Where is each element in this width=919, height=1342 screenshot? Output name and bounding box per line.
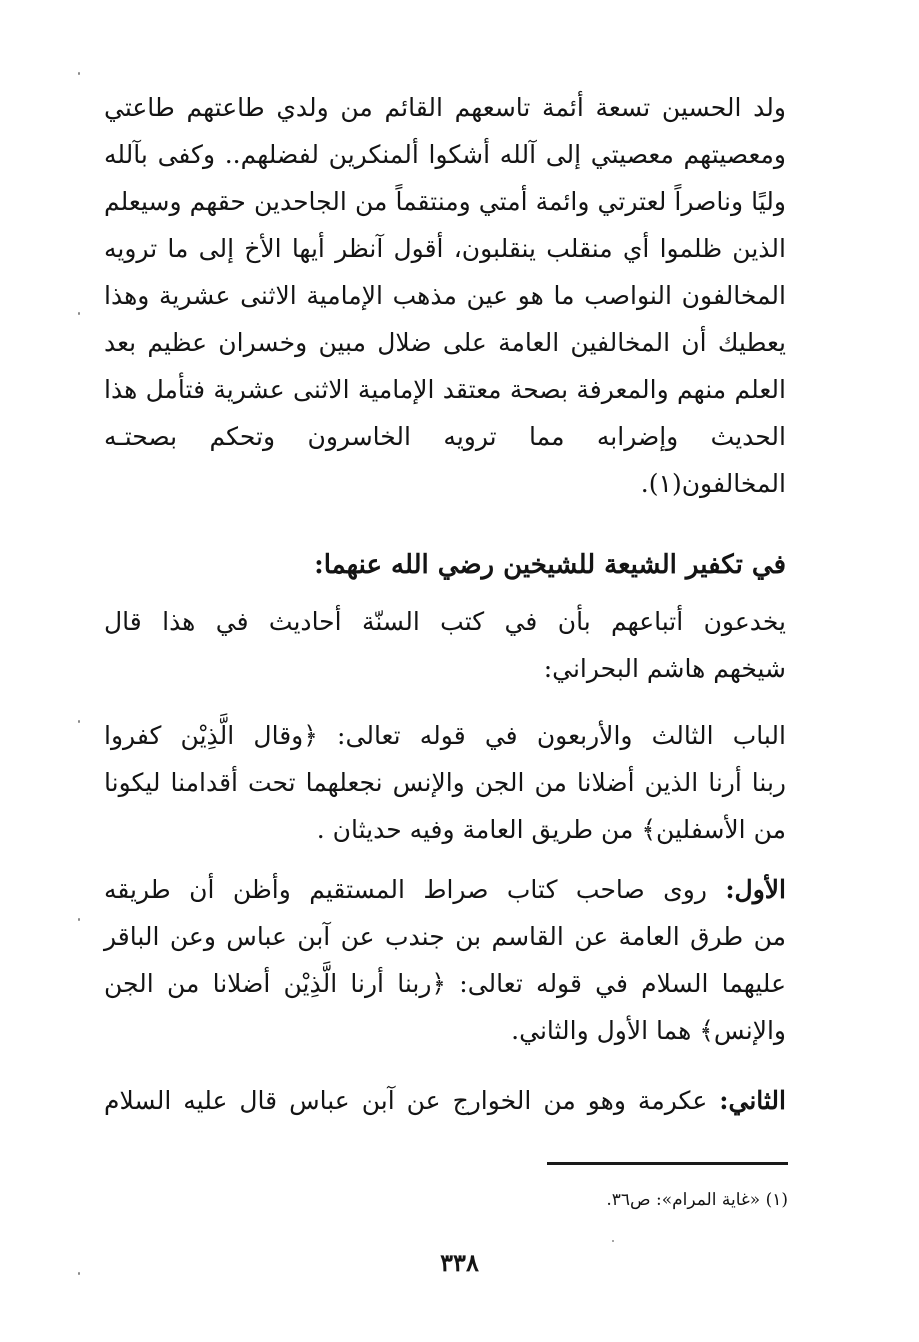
text-line: من الأسفلين﴾ من طريق العامة وفيه حديثان . (316, 815, 786, 844)
text-line-rest: روى صاحب كتاب صراط المستقيم وأظن أن طريقه (104, 875, 726, 904)
text-line: ربنا أرنا الذين أضلانا من الجن والإنس نجعلهما تحت أقدامنا ليكونا (104, 768, 786, 797)
text-line: الحديث وإضرابه مما ترويه الخاسرون وتحكم بصحتـه (104, 422, 786, 451)
text-line: وليًا وناصراً لعترتي وائمة أمتي ومنتقماً من الجاحدين حقهم وسيعلم (104, 187, 786, 216)
text-line: عليهما السلام في قوله تعالى: ﴿ربنا أرنا الَّذِيْن أضلانا من الجن (104, 969, 786, 998)
paragraph-intro (104, 598, 786, 692)
text-line-rest: عكرمة وهو من الخوارج عن آبن عباس قال عليه السلام (104, 1086, 720, 1115)
text-line: يخدعون أتباعهم بأن في كتب السنّة أحاديث في هذا قال (104, 607, 786, 636)
text-line: من طرق العامة عن القاسم بن جندب عن آبن عباس وعن الباقر (104, 922, 786, 951)
scan-speck (78, 312, 80, 315)
paragraph-first-hadith (104, 866, 786, 1054)
text-line: العلم منهم والمعرفة بصحة معتقد الإمامية الاثنى عشرية فتأمل هذا (104, 375, 786, 404)
text-line: شيخهم هاشم البحراني: (543, 654, 786, 683)
text-line: والإنس﴾ هما الأول والثاني. (511, 1016, 786, 1045)
text-line-with-footnote-ref: المخالفون(١). (640, 469, 786, 498)
scan-speck (78, 918, 80, 921)
section-heading: في تكفير الشيعة للشيخين رضي الله عنهما: (314, 550, 786, 580)
text-line: يعطيك أن المخالفين العامة على ضلال مبين وخسران عظيم بعد (104, 328, 786, 357)
footnote-divider (547, 1162, 788, 1165)
scan-speck (612, 1240, 614, 1242)
paragraph-chapter-quote (104, 712, 786, 853)
page-number: ٣٣٨ (440, 1248, 479, 1277)
paragraph-second-hadith (104, 1077, 786, 1124)
paragraph-lead-word: الأول: (725, 875, 786, 904)
footnote: (١) «غاية المرام»: ص٣٦. (606, 1190, 788, 1210)
text-line: الذين ظلموا أي منقلب ينقلبون، أقول آنظر أيها الأخ إلى ما ترويه (104, 234, 786, 263)
scan-speck (78, 720, 80, 723)
text-line (104, 866, 786, 913)
scan-speck (78, 72, 80, 75)
text-line (104, 1077, 786, 1124)
paragraph-lead-word: الثاني: (719, 1086, 786, 1115)
text-line: الباب الثالث والأربعون في قوله تعالى: ﴿وقال الَّذِيْن كفروا (104, 721, 786, 750)
text-line: المخالفون النواصب ما هو عين مذهب الإمامية الاثنى عشرية وهذا (104, 281, 786, 310)
text-line: ولد الحسين تسعة أئمة تاسعهم القائم من ولدي طاعتهم طاعتي (104, 93, 786, 122)
paragraph-hadith-commentary (104, 84, 786, 507)
text-line: ومعصيتهم معصيتي إلى آلله أشكوا ألمنكرين لفضلهم.. وكفى بآلله (104, 140, 786, 169)
